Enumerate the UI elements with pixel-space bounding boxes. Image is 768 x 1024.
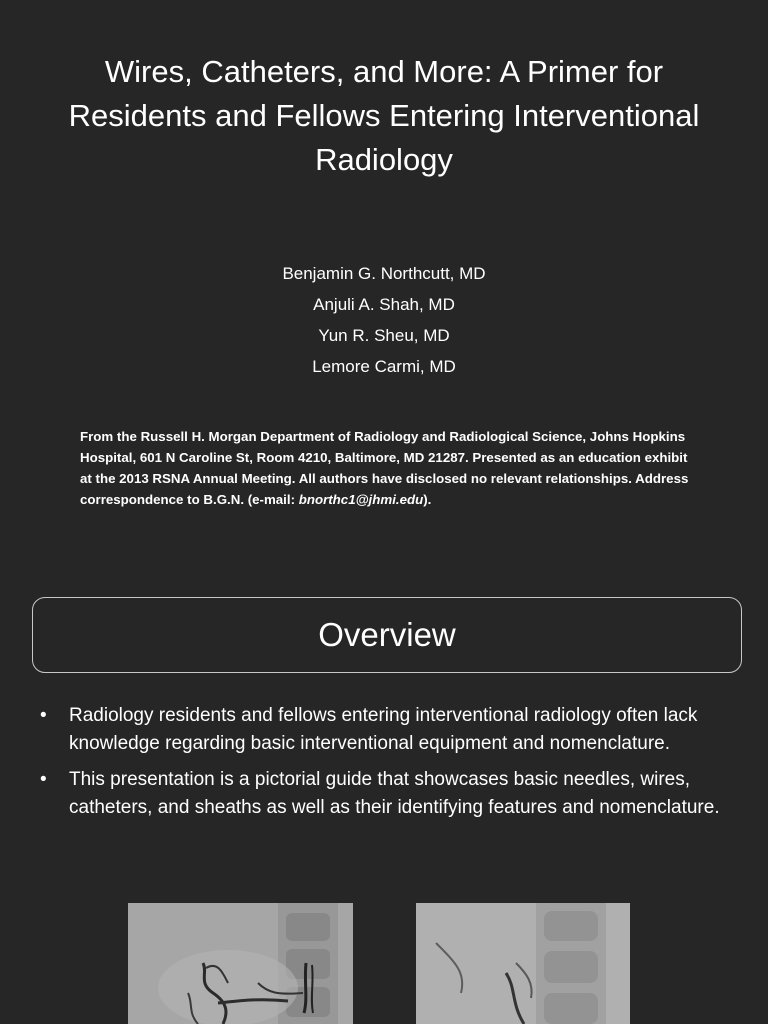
- bullet-text: Radiology residents and fellows entering interventional radiology often lack knowledge regarding basic interventional equipment and nomenclature.: [69, 705, 698, 754]
- bullet-text: This presentation is a pictorial guide that showcases basic needles, wires, catheters, and sheaths as well as their identifying features and nomenclature.: [69, 769, 720, 818]
- author-list: [0, 258, 768, 382]
- affiliation-suffix: ).: [423, 492, 432, 507]
- document-title: Wires, Catheters, and More: A Primer for Residents and Fellows Entering Interventional Radiology: [68, 54, 700, 177]
- list-item: [32, 702, 732, 758]
- affiliation-text: From the Russell H. Morgan Department of Radiology and Radiological Science, Johns Hopkins Hospital, 601 N Caroline St, Room 4210, Baltimore, MD 21287. Presented as an education exhibit at the 2013 RSNA Annual Meeting. All authors have disclosed no relevant relationships. Address correspondence to B.G.N. (e-mail:: [80, 429, 689, 507]
- bullet-icon: •: [40, 769, 47, 790]
- affiliation-note: [80, 426, 700, 510]
- bullet-icon: •: [40, 705, 47, 726]
- author-name: Anjuli A. Shah, MD: [313, 295, 455, 314]
- author-name: Yun R. Sheu, MD: [318, 326, 450, 345]
- fluoroscopy-image-right: [416, 903, 630, 1024]
- overview-heading-box: [32, 597, 742, 673]
- overview-heading: Overview: [318, 616, 456, 653]
- author-name: Benjamin G. Northcutt, MD: [282, 264, 486, 283]
- overview-bullet-list: [32, 702, 732, 830]
- fluoroscopy-image-right-graphic: [416, 903, 630, 1024]
- correspondence-email: bnorthc1@jhmi.edu: [298, 492, 424, 507]
- author-name: Lemore Carmi, MD: [312, 357, 456, 376]
- fluoroscopy-image-left: [128, 903, 353, 1024]
- fluoroscopy-image-left-graphic: [128, 903, 353, 1024]
- list-item: [32, 766, 732, 822]
